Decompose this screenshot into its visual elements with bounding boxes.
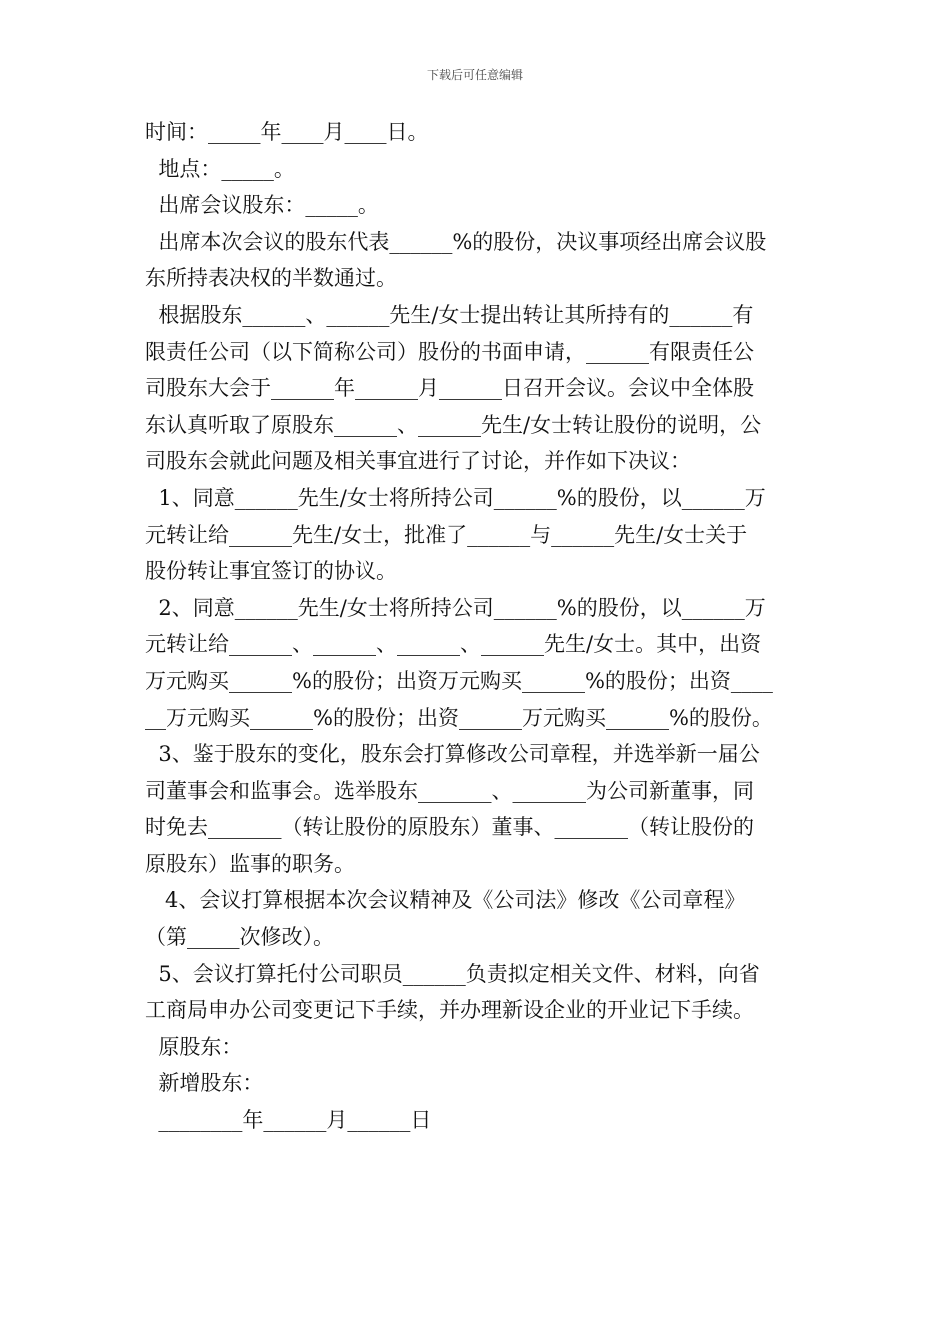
paragraph-line: 出席本次会议的股东代表______%的股份，决议事项经出席会议股	[145, 229, 767, 254]
resolution-2-line: 元转让给______、______、______、______先生/女士。其中，出资	[145, 632, 762, 657]
resolution-2-line: 万元购买______%的股份；出资万元购买______%的股份；出资____	[145, 668, 773, 693]
paragraph-line: 东认真听取了原股东______、______先生/女士转让股份的说明，公	[145, 412, 762, 437]
resolution-5-line: 5、会议打算托付公司职员______负责拟定相关文件、材料，向省	[145, 961, 760, 986]
attending-shareholders-line: 出席会议股东：_____。	[145, 193, 379, 218]
resolution-1-line: 股份转让事宜签订的协议。	[145, 559, 397, 584]
page-header: 下载后可任意编辑	[426, 68, 523, 82]
resolution-4-line: （第_____次修改）。	[145, 925, 334, 950]
resolution-3-line: 3、鉴于股东的变化，股东会打算修改公司章程，并选举新一届公	[145, 742, 760, 767]
resolution-2-line: __万元购买______%的股份；出资______万元购买______%的股份。	[145, 705, 773, 730]
original-shareholders-line: 原股东：	[145, 1034, 243, 1059]
paragraph-line: 司股东大会于______年______月______日召开会议。会议中全体股	[145, 376, 754, 401]
resolution-3-line: 原股东）监事的职务。	[145, 851, 355, 876]
paragraph-line: 东所持表决权的半数通过。	[145, 266, 397, 291]
resolution-3-line: 时免去_______（转让股份的原股东）董事、_______（转让股份的	[145, 815, 754, 840]
location-line: 地点：_____。	[145, 156, 295, 181]
time-line: 时间：_____年____月____日。	[145, 120, 429, 144]
signature-date-line: ________年______月______日	[145, 1108, 432, 1133]
resolution-4-line: 4、会议打算根据本次会议精神及《公司法》修改《公司章程》	[145, 888, 746, 913]
resolution-2-line: 2、同意______先生/女士将所持公司______%的股份，以______万	[145, 595, 766, 620]
document-body	[145, 114, 810, 1139]
resolution-1-line: 元转让给______先生/女士，批准了______与______先生/女士关于	[145, 522, 748, 547]
resolution-5-line: 工商局申办公司变更记下手续，并办理新设企业的开业记下手续。	[145, 998, 754, 1023]
resolution-3-line: 司董事会和监事会。选举股东_______、_______为公司新董事，同	[145, 778, 754, 803]
paragraph-line: 限责任公司（以下简称公司）股份的书面申请，______有限责任公	[145, 339, 754, 364]
new-shareholders-line: 新增股东：	[145, 1071, 264, 1096]
resolution-1-line: 1、同意______先生/女士将所持公司______%的股份，以______万	[145, 485, 766, 510]
paragraph-line: 司股东会就此问题及相关事宜进行了讨论，并作如下决议：	[145, 449, 691, 474]
paragraph-line: 根据股东______、______先生/女士提出转让其所持有的______有	[145, 302, 754, 327]
